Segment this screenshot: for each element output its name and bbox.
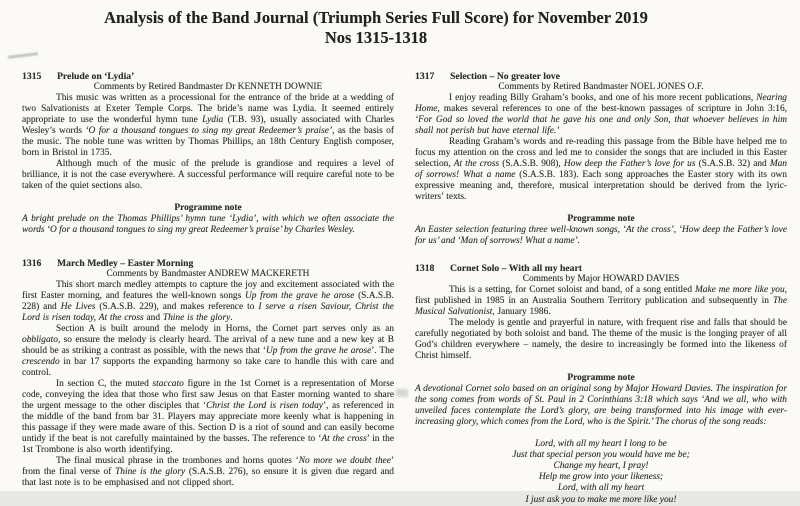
programme-note-label: Programme note xyxy=(567,372,635,383)
section-1316 xyxy=(22,258,394,489)
section-1317 xyxy=(415,71,787,247)
two-column-body xyxy=(0,71,800,506)
body-paragraph: I enjoy reading Billy Graham’s books, and one of his more recent publications, Nearing Home, makes several references to one of the best-known passages of scripture in John 3:16, ‘For God so loved the world that he gave his one and only Son, that whoever believes in him shall not perish but have eternal life.’ xyxy=(415,92,787,136)
chorus-line: Lord, with all my heart xyxy=(557,483,645,494)
programme-note-text: A bright prelude on the Thomas Phillips’ hymn tune ‘Lydia’, with which we often associate the words ‘O for a thousand tongues to sing my great Redeemer’s praise’ by Charles Wesley. xyxy=(22,213,394,235)
page-title-line2: Nos 1315-1318 xyxy=(324,27,428,47)
section-heading xyxy=(22,71,394,82)
body-paragraph: The final musical phrase in the trombones and horns quotes ‘No more we doubt thee’ from the final verse of Thine is the glory (S.A.S.B. 276), so ensure it is given due regard and that last note is to be emphasised and not clipped short. xyxy=(22,455,394,488)
section-1315 xyxy=(22,71,394,236)
body-paragraph: In section C, the muted staccato figure in the 1st Cornet is a representation of Morse code, conveying the idea that those who first saw Jesus on that Easter morning wanted to share the urgent message to the other disciples that ‘Christ the Lord is risen today’, as referenced in the middle of the band from bar 31. Players may appreciate more keenly what is happening in this passage if they were made aware of this. Section D is a riot of sound and can easily become untidy if the beat is not carefully maintained by the basses. The reference to ‘At the cross’ in the 1st Trombone is also worth identifying. xyxy=(22,378,394,455)
comments-byline: Comments by Major HOWARD DAVIES xyxy=(522,273,680,284)
right-column xyxy=(415,71,787,506)
chorus-line: Change my heart, I pray! xyxy=(553,461,649,471)
section-title: Selection – No greater love xyxy=(450,70,560,82)
body-paragraph: The melody is gentle and prayerful in nature, with frequent rise and falls that should be carefully negotiated by both soloist and band. The theme of the music is the longing prayer of all God’s children everywhere – namely, the desire to increasingly be formed into the likeness of Christ himself. xyxy=(415,317,787,361)
section-title: Prelude on ‘Lydia’ xyxy=(57,70,135,82)
section-1318 xyxy=(415,263,787,506)
body-paragraph: This short march medley attempts to capture the joy and excitement associated with the first Easter morning, and features the well-known songs Up from the grave he arose (S.A.S.B. 228) and He Lives (S.A.S.B. 229), and makes reference to I serve a risen Saviour, Christ the Lord is risen today, At the cross and Thine is the glory. xyxy=(22,279,395,323)
body-paragraph: This music was written as a processional for the entrance of the bride at a wedding of two Salvationists at Exeter Temple Corps. The bride’s name was Lydia. It seemed entirely appropriate to use the wonderful hymn tune Lydia (T.B. 93), usually associated with Charles Wesley’s words ‘O for a thousand tongues to sing my great Redeemer’s praise’, as the basis of the music. The noble tune was written by Thomas Phillips, an 18th Century English composer, born in Bristol in 1735. xyxy=(22,92,394,158)
section-heading xyxy=(415,263,787,274)
chorus-line: Lord, with all my heart I long to be xyxy=(535,438,667,449)
chorus-line: I just ask you to make me more like you! xyxy=(525,494,677,505)
body-paragraph: Section A is built around the melody in Horns, the Cornet part serves only as an obbligato, so ensure the melody is clearly heard. The arrival of a new tune and a new key at B should be as striking a contrast as possible, with the news that ‘Up from the grave he arose’. The crescendo in bar 17 supports the expanding harmony so take care to handle this with care and control. xyxy=(22,323,395,378)
comments-byline: Comments by Retired Bandmaster NOEL JONES O.F. xyxy=(498,81,704,92)
programme-note-label: Programme note xyxy=(567,213,635,224)
body-paragraph: Reading Graham’s words and re-reading this passage from the Bible have helped me to focus my attention on the cross and led me to consider the songs that are included in this Easter selection, At the cross (S.A.S.B. 908), How deep the Father’s love for us (S.A.S.B. 32) and Man of sorrows! What a name (S.A.S.B. 183). Each song approaches the Easter story with its own expressive meaning and, therefore, musical interpretation should be derived from the lyric-writers’ texts. xyxy=(415,136,787,202)
chorus-line: Just that special person you would have me be; xyxy=(512,449,690,460)
programme-note-text: An Easter selection featuring three well-known songs, ‘At the cross’, ‘How deep the Father’s love for us’ and ‘Man of sorrows! What a name’. xyxy=(415,224,787,246)
page-title xyxy=(0,0,752,48)
section-number: 1315 xyxy=(22,70,42,82)
section-number: 1316 xyxy=(22,257,42,269)
section-number: 1317 xyxy=(415,70,435,82)
body-paragraph: Although much of the music of the prelude is grandiose and requires a level of brilliance, it is not the case everywhere. A successful performance will require careful note to be taken of the quiet sections also. xyxy=(22,158,394,191)
left-column xyxy=(22,71,394,506)
comments-byline: Comments by Bandmaster ANDREW MACKERETH xyxy=(106,268,310,279)
section-number: 1318 xyxy=(415,262,435,274)
page-title-line1: Analysis of the Band Journal (Triumph Series Full Score) for November 2019 xyxy=(104,8,648,27)
scan-artifact xyxy=(8,52,38,59)
programme-note-label: Programme note xyxy=(174,202,242,213)
body-paragraph: This is a setting, for Cornet soloist and band, of a song entitled Make me more like you, first published in 1985 in an Australia Southern Territory publication and subsequently in The Musical Salvationist, January 1986. xyxy=(415,284,787,317)
chorus-line: Help me grow into your likeness; xyxy=(538,472,664,483)
programme-note-text: A devotional Cornet solo based on an original song by Major Howard Davies. The inspiration for the song comes from words of St. Paul in 2 Corinthians 3:18 which says ‘And we all, who with unveiled faces contemplate the Lord’s glory, are being transformed into his image with ever-increasing glory, which comes from the Lord, who is the Spirit.’ The chorus of the song reads: xyxy=(415,383,787,427)
section-title: March Medley – Easter Morning xyxy=(57,257,194,269)
section-heading xyxy=(22,258,394,269)
comments-byline: Comments by Retired Bandmaster Dr KENNETH DOWNIE xyxy=(93,81,323,92)
section-title: Cornet Solo – With all my heart xyxy=(450,262,583,274)
song-chorus xyxy=(415,439,787,506)
section-heading xyxy=(415,71,787,82)
